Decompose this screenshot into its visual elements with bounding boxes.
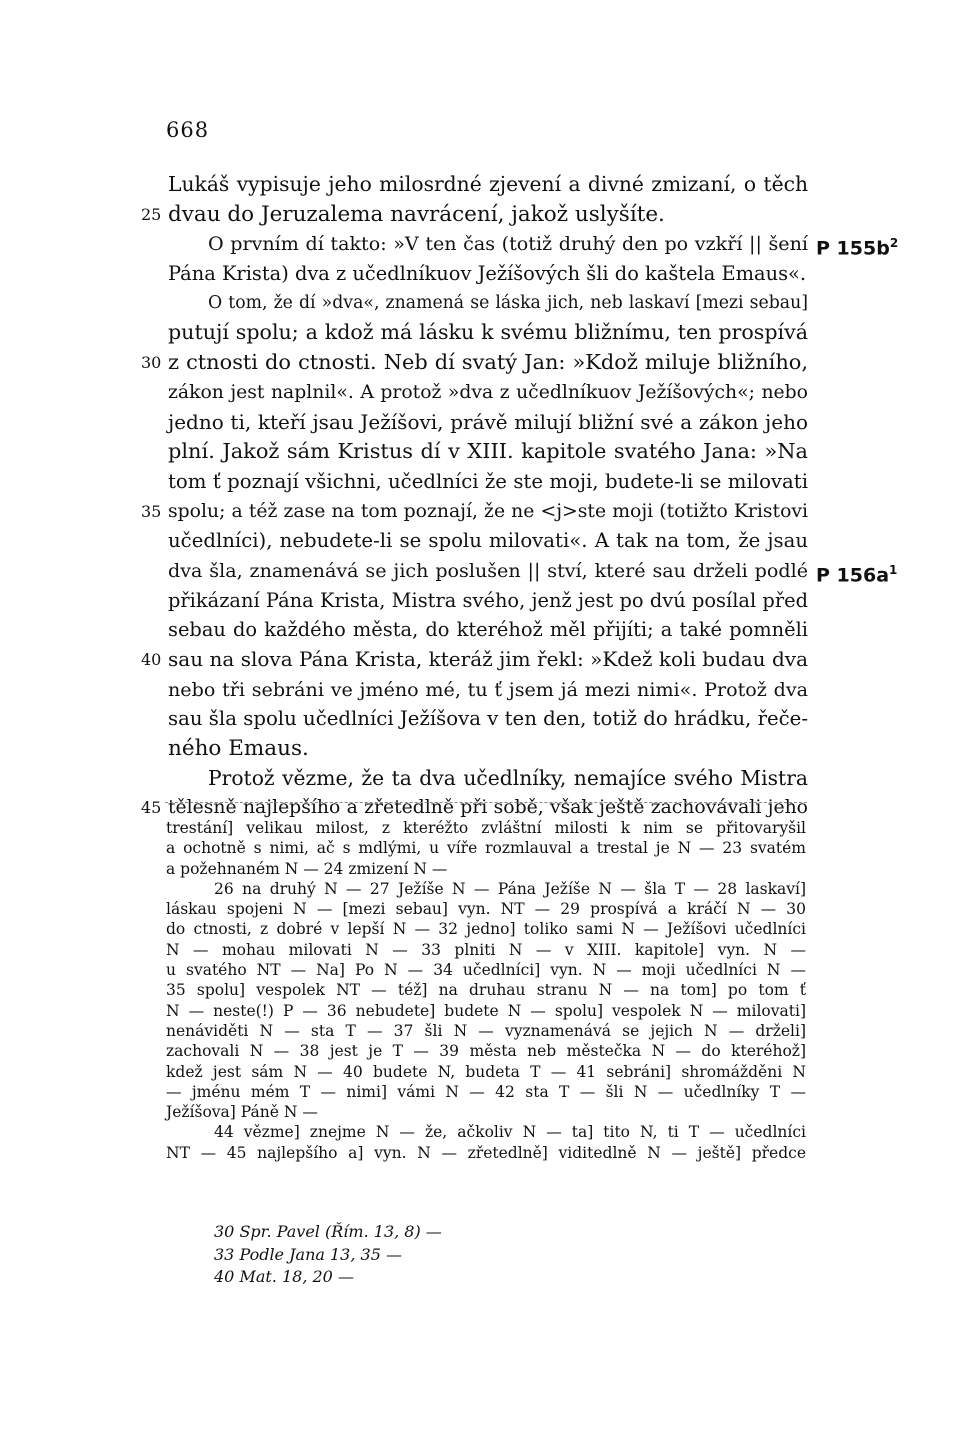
text-line (0, 675, 960, 705)
folio-label: P 156a (816, 564, 890, 587)
text-line (0, 259, 960, 289)
line-number: 30 (141, 353, 162, 373)
apparatus-line (0, 919, 960, 939)
folio-superscript: 1 (889, 562, 898, 577)
text-line (0, 586, 960, 616)
apparatus-text: a ochotně s nimi, ač s mdlými, u víře rozmlauval a trestal je N — 23 svatém (166, 839, 806, 858)
line-text: O tom, že dí »dva«, znamená se láska jich, neb laskaví [mezi sebau] (208, 292, 808, 313)
line-text: učedlníci), nebudete-li se spolu milovati«. A tak na tom, že jsau (168, 529, 808, 553)
folio-superscript: 2 (889, 236, 899, 251)
apparatus-text: 35 spolu] vespolek NT — též] na druhau stranu N — na tom] po tom ť (166, 981, 806, 1000)
source-line (0, 1221, 960, 1244)
text-line (0, 200, 960, 230)
line-text: sau šla spolu učedlníci Ježíšova v ten den, totiž do hrádku, řeče- (168, 707, 808, 731)
line-text: zákon jest naplnil«. A protož »dva z učedlníkuov Ježíšových«; nebo (168, 381, 808, 403)
text-line (0, 378, 960, 408)
apparatus-text: a požehnaném N — 24 zmizení N — (166, 859, 448, 878)
line-text: nebo tři sebráni ve jméno mé, tu ť jsem já mezi nimi«. Protož dva (168, 677, 808, 701)
line-text: Pána Krista) dva z učedlníkuov Ježíšových šli do kaštela Emaus«. (168, 262, 807, 286)
apparatus-text: kdež jest sám N — 40 budete N, budeta T — 41 sebráni] shromážděni N (166, 1062, 806, 1081)
line-text: tělesně najlepšího a zřetedlně při sobě, však ještě zachovávali jeho (168, 797, 808, 819)
apparatus-line (0, 1001, 960, 1021)
source-line (0, 1244, 960, 1267)
apparatus-line (0, 1143, 960, 1163)
apparatus-line (0, 838, 960, 858)
apparatus-text: 26 na druhý N — 27 Ježíše N — Pána Ježíše N — šla T — 28 laskaví] (214, 879, 806, 898)
apparatus-text: láskau spojeni N — [mezi sebau] vyn. NT — 29 prospívá a kráčí N — 30 (166, 900, 806, 919)
text-line (0, 170, 960, 200)
apparatus-text: trestání] velikau milost, z kteréžto zvláštní milosti k nim se přitovaryšil (166, 819, 806, 837)
source-text: 33 Podle Jana 13, 35 — (214, 1244, 402, 1264)
apparatus-text: NT — 45 najlepšího a] vyn. N — zřetedlně] viditedlně N — ještě] předce (166, 1143, 806, 1162)
apparatus-text: u svatého NT — Na] Po N — 34 učedlníci] vyn. N — moji učedlníci N — (166, 961, 806, 980)
line-number: 35 (141, 501, 162, 521)
line-number: 40 (141, 650, 162, 669)
apparatus-line (0, 1062, 960, 1082)
text-line (0, 348, 960, 378)
line-number: 45 (141, 798, 162, 818)
text-line (0, 704, 960, 734)
text-line (0, 318, 960, 348)
page-number: 668 (166, 118, 210, 142)
apparatus-line (0, 879, 960, 899)
text-line (0, 497, 960, 527)
line-text: O prvním dí takto: »V ten čas (totiž druhý den po vzkří || šení (208, 232, 808, 256)
apparatus-line (0, 1041, 960, 1061)
apparatus-line (0, 1102, 960, 1122)
text-line (0, 615, 960, 645)
line-text: plní. Jakož sám Kristus dí v XIII. kapitole svatého Jana: »Na (168, 439, 808, 464)
footnote-divider (165, 802, 807, 803)
line-text: dva šla, znamenává se jich poslušen || ství, které sau drželi podlé (168, 558, 808, 582)
apparatus-text: do ctnosti, z dobré v lepší N — 32 jedno] toliko sami N — Ježíšovi učedlníci (166, 920, 806, 939)
critical-apparatus (0, 818, 960, 1163)
apparatus-text: — jménu mém T — nimi] vámi N — 42 sta T — šli N — učedlníky T — (166, 1082, 806, 1101)
source-text: 30 Spr. Pavel (Řím. 13, 8) — (214, 1222, 442, 1241)
apparatus-line (0, 1122, 960, 1142)
line-text: přikázaní Pána Krista, Mistra svého, jenž jest po dvú posílal před (168, 588, 808, 612)
text-line (0, 289, 960, 319)
apparatus-text: Ježíšova] Páně N — (166, 1103, 318, 1122)
apparatus-line (0, 899, 960, 919)
apparatus-text: nenáviděti N — sta T — 37 šli N — vyznamenává se jejich N — drželi] (166, 1021, 806, 1040)
apparatus-text: N — mohau milovati N — 33 plniti N — v XIII. kapitole] vyn. N — (166, 940, 806, 959)
apparatus-line (0, 960, 960, 980)
text-line (0, 467, 960, 497)
line-text: ného Emaus. (168, 736, 309, 762)
source-text: 40 Mat. 18, 20 — (214, 1267, 354, 1286)
text-line (0, 734, 960, 764)
apparatus-text: zachovali N — 38 jest je T — 39 města neb městečka N — do kteréhož] (166, 1042, 806, 1061)
text-line (0, 408, 960, 438)
line-text: Protož vězme, že ta dva učedlníky, nemajíce svého Mistra (208, 765, 808, 790)
text-line (0, 526, 960, 556)
apparatus-text: N — neste(!) P — 36 nebudete] budete N — spolu] vespolek N — milovati] (166, 1001, 806, 1020)
line-text: sebau do každého města, do kteréhož měl přijíti; a také pomněli (168, 618, 808, 642)
source-line (0, 1266, 960, 1289)
apparatus-line (0, 940, 960, 960)
apparatus-line (0, 1082, 960, 1102)
main-text (0, 170, 960, 823)
text-line (0, 764, 960, 794)
folio-label: P 155b (816, 237, 890, 260)
source-references (0, 1221, 960, 1289)
line-text: tom ť poznají všichni, učedlníci že ste moji, budete-li se milovati (168, 469, 808, 493)
line-text: sau na slova Pána Krista, kteráž jim řekl: »Kdež koli budau dva (168, 647, 808, 671)
line-number: 25 (141, 204, 162, 224)
line-text: putují spolu; a kdož má lásku k svému bližnímu, ten prospívá (168, 320, 808, 345)
apparatus-line (0, 859, 960, 879)
text-line (0, 645, 960, 675)
line-text: Lukáš vypisuje jeho milosrdné zjevení a divné zmizaní, o těch (168, 172, 808, 196)
line-text: dvau do Jeruzalema navrácení, jakož uslyšíte. (168, 201, 665, 227)
text-line (0, 229, 960, 259)
line-text: z ctnosti do ctnosti. Neb dí svatý Jan: »Kdož miluje bližního, (168, 350, 808, 375)
apparatus-line (0, 818, 960, 838)
apparatus-text: 44 vězme] znejme N — že, ačkoliv N — ta] tito N, ti T — učedlníci (214, 1123, 806, 1142)
text-line (0, 437, 960, 467)
line-text: spolu; a též zase na tom poznají, že ne <j>ste moji (totižto Kristovi (168, 500, 808, 522)
text-line (0, 556, 960, 586)
apparatus-line (0, 980, 960, 1000)
line-text: jedno ti, kteří jsau Ježíšovi, právě milují bližní své a zákon jeho (168, 409, 808, 434)
apparatus-line (0, 1021, 960, 1041)
